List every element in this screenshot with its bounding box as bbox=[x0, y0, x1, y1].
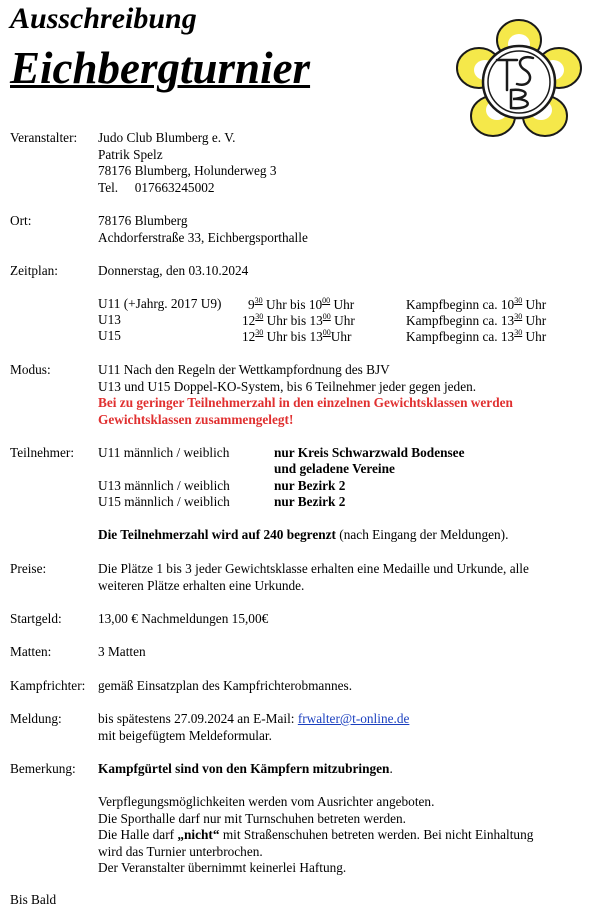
schedule-group: U13 bbox=[98, 312, 121, 327]
bemerkung-line: Die Halle darf „nicht“ mit Straßenschuhen betreten werden. Bei nicht Einhaltung bbox=[98, 827, 534, 842]
teilnehmer-label: Teilnehmer: bbox=[10, 445, 75, 460]
ort-line: 78176 Blumberg bbox=[98, 213, 188, 228]
teilnehmer-note: und geladene Vereine bbox=[274, 461, 395, 476]
preise-line: Die Plätze 1 bis 3 jeder Gewichtsklasse erhalten eine Medaille und Urkunde, alle bbox=[98, 561, 529, 576]
veranstalter-phone: Tel. 017663245002 bbox=[98, 179, 215, 195]
bemerkung-label: Bemerkung: bbox=[10, 761, 76, 776]
title-line-1: Ausschreibung bbox=[10, 2, 197, 35]
schedule-group: U15 bbox=[98, 328, 121, 343]
schedule-start: Kampfbeginn ca. $10^{30}$ Uhr bbox=[406, 296, 547, 312]
teilnehmer-note: nur Kreis Schwarzwald Bodensee bbox=[274, 445, 465, 460]
modus-warning: Gewichtsklassen zusammengelegt! bbox=[98, 411, 294, 427]
meldung-line: mit beigefügtem Meldeformular. bbox=[98, 727, 272, 743]
startgeld-label: Startgeld: bbox=[10, 611, 62, 626]
modus-line: U13 und U15 Doppel-KO-System, bis 6 Teilnehmer jeder gegen jeden. bbox=[98, 378, 477, 394]
bemerkung-line: Der Veranstalter übernimmt keinerlei Haftung. bbox=[98, 860, 347, 875]
veranstalter-label: Veranstalter: bbox=[10, 130, 78, 145]
club-logo bbox=[455, 18, 583, 142]
schedule-time: $12^{30}$ Uhr bis $13^{00}Uhr$ bbox=[242, 328, 352, 344]
meldung-line: bis spätestens 27.09.2024 an E-Mail: frwalter@t-online.de bbox=[98, 711, 410, 726]
teilnehmer-note: nur Bezirk 2 bbox=[274, 478, 346, 493]
teilnehmer-group: U11 männlich / weiblich bbox=[98, 445, 230, 460]
ort-line: Achdorferstraße 33, Eichbergsporthalle bbox=[98, 229, 308, 245]
title-line-2: Eichbergturnier bbox=[10, 43, 311, 93]
teilnehmer-note: nur Bezirk 2 bbox=[274, 494, 346, 509]
modus-warning: Bei zu geringer Teilnehmerzahl in den einzelnen Gewichtsklassen werden bbox=[98, 395, 513, 410]
kampfrichter-value: gemäß Einsatzplan des Kampfrichterobmannes. bbox=[98, 678, 353, 693]
veranstalter-block bbox=[98, 130, 277, 196]
preise-line: weiteren Plätze erhalten eine Urkunde. bbox=[98, 577, 305, 593]
preise-label: Preise: bbox=[10, 561, 47, 576]
modus-label: Modus: bbox=[10, 362, 51, 377]
closing-text: Bis Bald bbox=[10, 892, 57, 907]
bemerkung-block bbox=[98, 794, 533, 877]
schedule-time: $9^{30}$ Uhr bis $10^{00}$ Uhr bbox=[248, 296, 355, 312]
schedule-start: Kampfbeginn ca. $13^{30}$ Uhr bbox=[406, 312, 547, 328]
matten-label: Matten: bbox=[10, 644, 52, 659]
modus-line: U11 Nach den Regeln der Wettkampfordnung des BJV bbox=[98, 362, 390, 377]
modus-block bbox=[98, 362, 513, 428]
startgeld-value: 13,00 € Nachmeldungen 15,00€ bbox=[98, 611, 269, 626]
bemerkung-line: wird das Turnier unterbrochen. bbox=[98, 843, 263, 859]
zeitplan-label: Zeitplan: bbox=[10, 263, 58, 278]
teilnehmer-group: U13 männlich / weiblich bbox=[98, 478, 230, 493]
meldung-label: Meldung: bbox=[10, 711, 62, 726]
bemerkung-line: Die Sporthalle darf nur mit Turnschuhen betreten werden. bbox=[98, 810, 406, 826]
bemerkung-line: Verpflegungsmöglichkeiten werden vom Ausrichter angeboten. bbox=[98, 794, 435, 809]
preise-block bbox=[98, 561, 529, 594]
teilnehmer-limit: Die Teilnehmerzahl wird auf 240 begrenzt (nach Eingang der Meldungen). bbox=[98, 527, 509, 542]
schedule-group: U11 (+Jahrg. 2017 U9) bbox=[98, 296, 222, 311]
meldung-block bbox=[98, 711, 409, 744]
zeitplan-date: Donnerstag, den 03.10.2024 bbox=[98, 263, 249, 278]
schedule-start: Kampfbeginn ca. $13^{30}$ Uhr bbox=[406, 328, 547, 344]
kampfrichter-label: Kampfrichter: bbox=[10, 678, 86, 693]
schedule-time: $12^{30}$ Uhr bis $13^{00}$ Uhr bbox=[242, 312, 355, 328]
veranstalter-line: Judo Club Blumberg e. V. bbox=[98, 130, 236, 145]
veranstalter-line: 78176 Blumberg, Holunderweg 3 bbox=[98, 163, 277, 178]
email-link[interactable]: frwalter@t-online.de bbox=[297, 711, 410, 726]
veranstalter-line: Patrik Spelz bbox=[98, 146, 163, 162]
matten-value: 3 Matten bbox=[98, 644, 146, 659]
teilnehmer-group: U15 männlich / weiblich bbox=[98, 494, 230, 509]
bemerkung-headline: Kampfgürtel sind von den Kämpfern mitzubringen. bbox=[98, 761, 393, 776]
ort-block bbox=[98, 213, 308, 246]
ort-label: Ort: bbox=[10, 213, 32, 228]
